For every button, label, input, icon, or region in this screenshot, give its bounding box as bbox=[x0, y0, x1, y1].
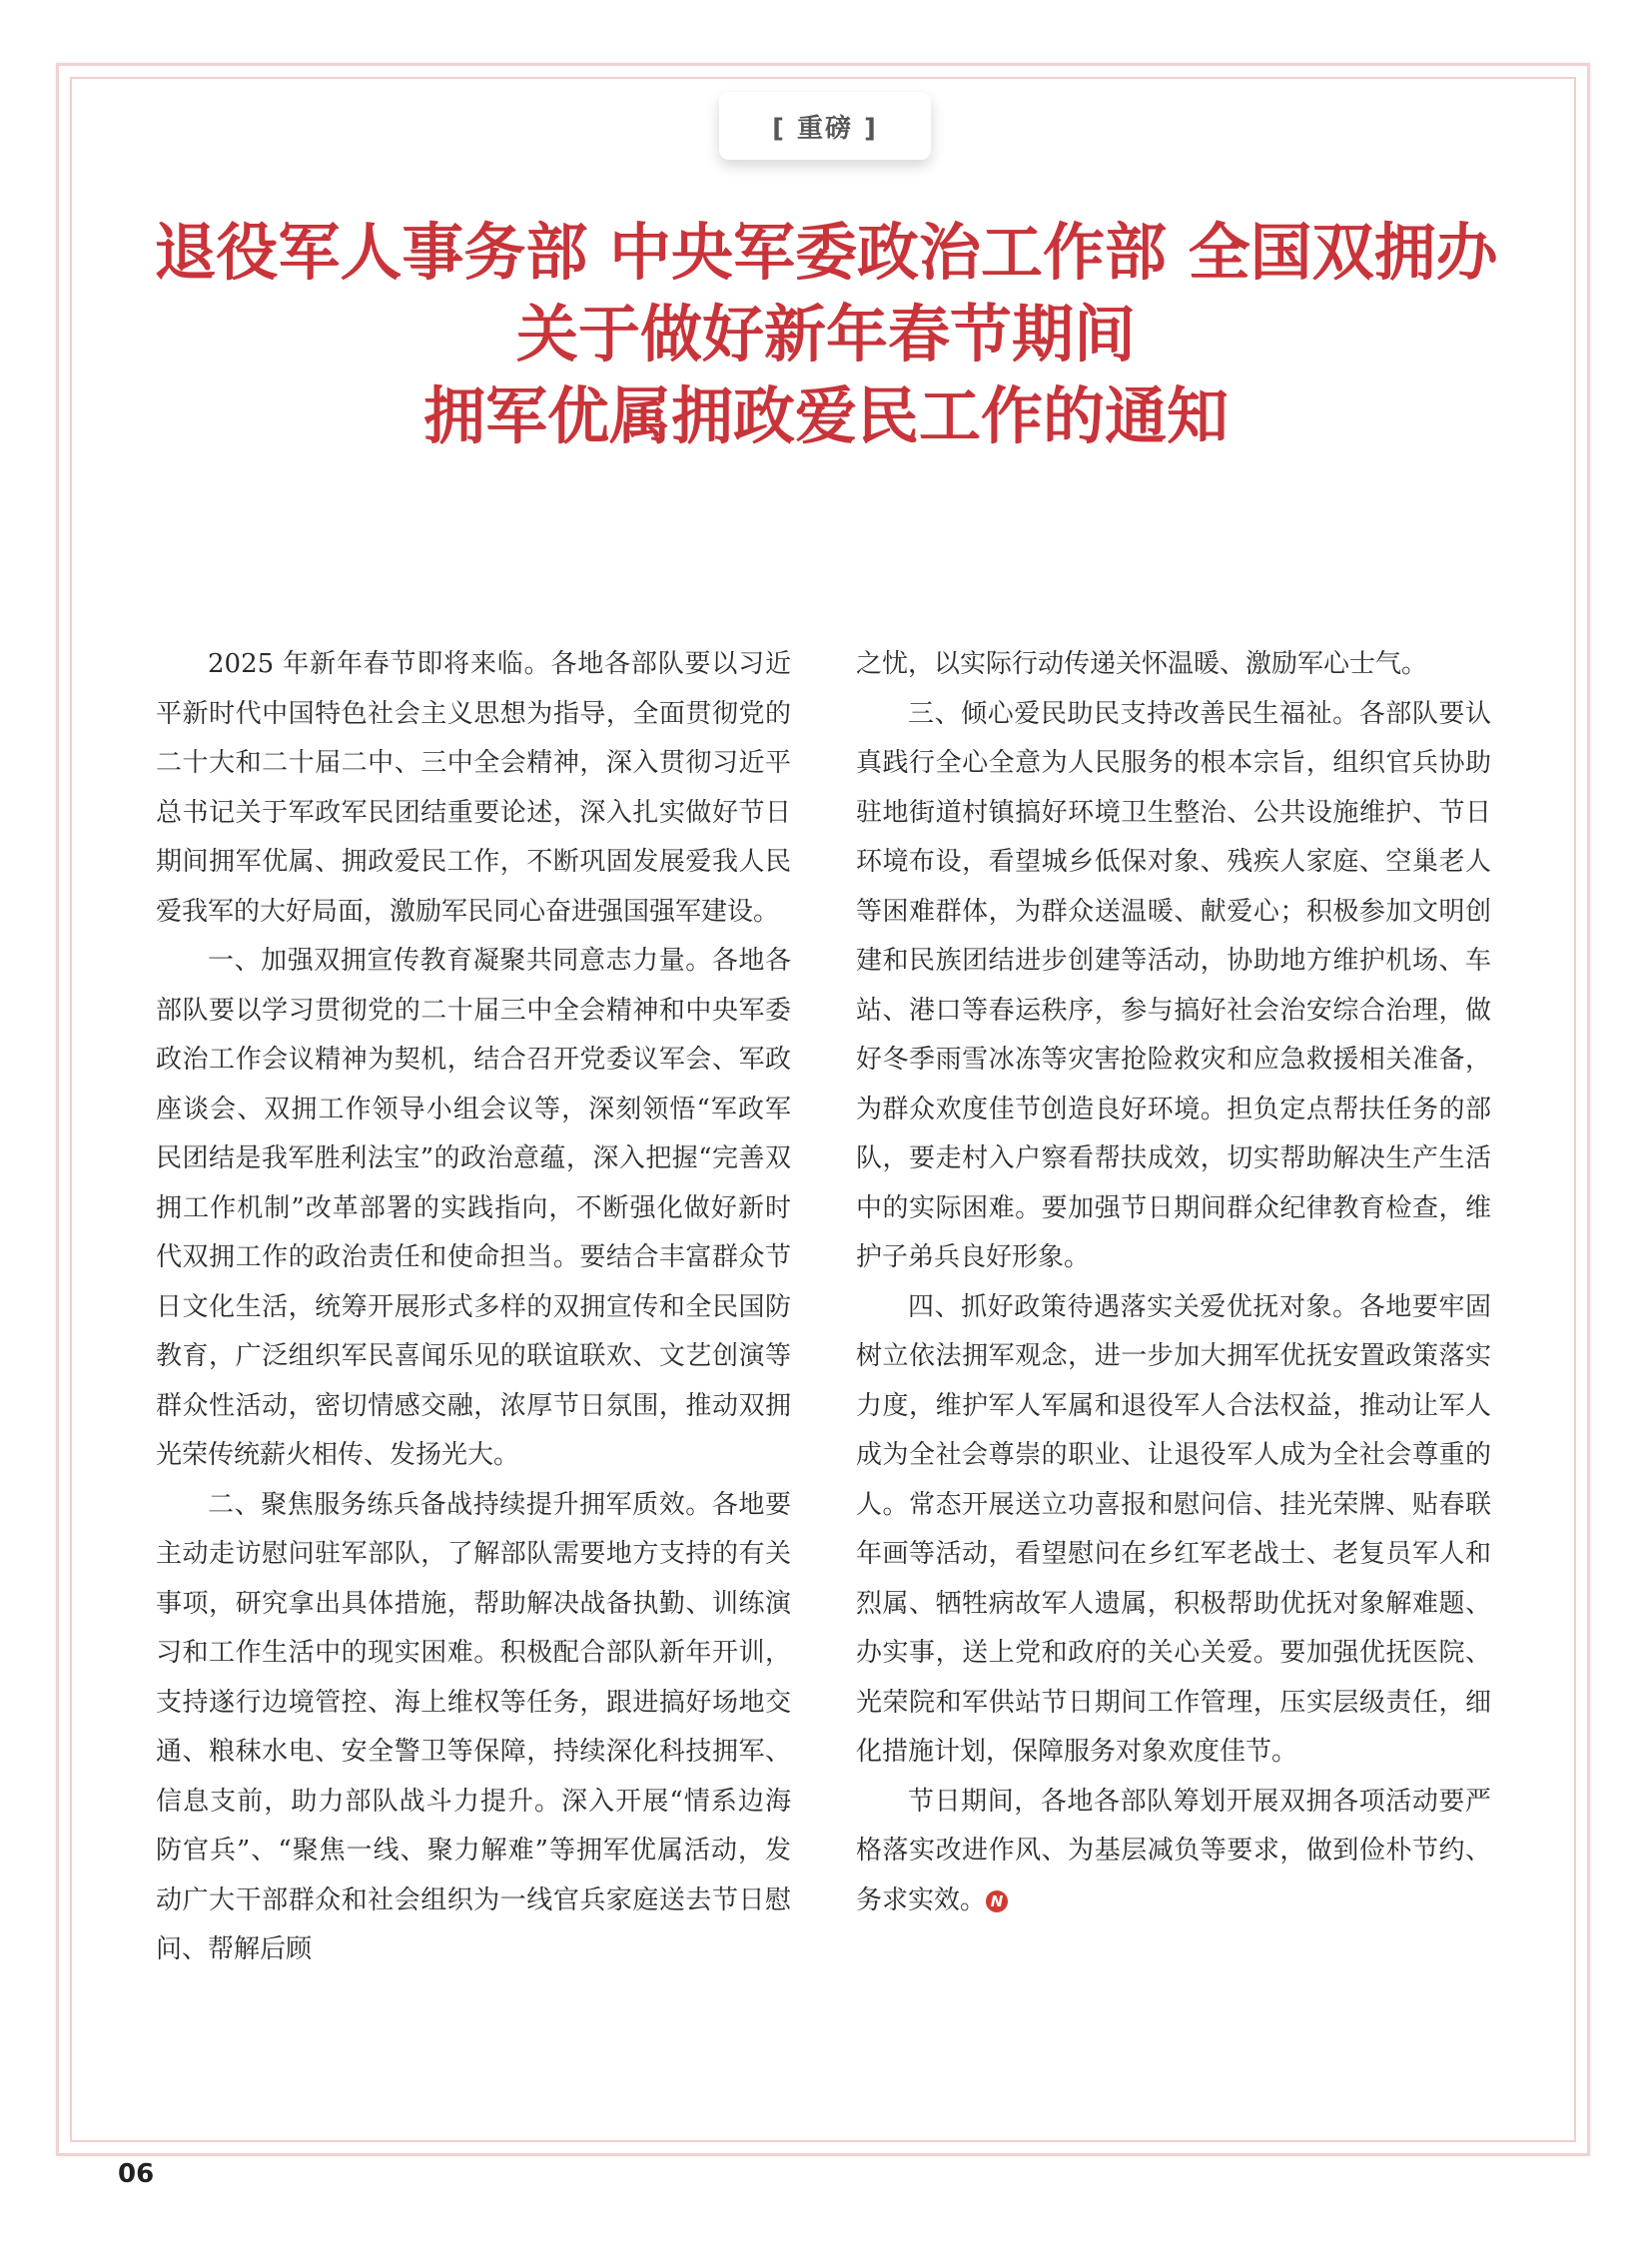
title-line-2: 关于做好新年春节期间 bbox=[515, 298, 1136, 371]
article-title bbox=[80, 212, 1572, 457]
paragraph-intro: 2025 年新年春节即将来临。各地各部队要以习近平新时代中国特色社会主义思想为指导，全面贯彻党的二十大和二十届二中、三中全会精神，深入贯彻习近平总书记关于军政军民团结重要论述，深入扎实做好节日期间拥军优属、拥政爱民工作，不断巩固发展爱我人民爱我军的大好局面，激励军民同心奋进强国强军建设。 bbox=[156, 649, 791, 927]
title-line-1: 退役军人事务部 中央军委政治工作部 全国双拥办 bbox=[154, 216, 1498, 289]
paragraph-section-2: 二、聚焦服务练兵备战持续提升拥军质效。各地要主动走访慰问驻军部队，了解部队需要地方支持的有关事项，研究拿出具体措施，帮助解决战备执勤、训练演习和工作生活中的现实困难。积极配合部队新年开训，支持遂行边境管控、海上维权等任务，跟进搞好场地交通、粮秣水电、安全警卫等保障，持续深化科技拥军、信息支前，助力部队战斗力提升。深入开展“情系边海防官兵”、“聚焦一线、聚力解难”等拥军优属活动，发动广大干部群众和社会组织为一线官兵家庭送去节日慰问、帮解后顾 bbox=[156, 1489, 791, 1964]
body-column-left bbox=[156, 640, 791, 1975]
section-tag: [ 重磅 ] bbox=[719, 92, 931, 160]
body-column-right bbox=[856, 640, 1491, 1925]
closing-text: 节日期间，各地各部队筹划开展双拥各项活动要严格落实改进作风、为基层减负等要求，做到俭朴节约、务求实效。 bbox=[856, 1786, 1491, 1915]
end-of-article-icon: N bbox=[986, 1890, 1008, 1912]
paragraph-section-1: 一、加强双拥宣传教育凝聚共同意志力量。各地各部队要以学习贯彻党的二十届三中全会精神和中央军委政治工作会议精神为契机，结合召开党委议军会、军政座谈会、双拥工作领导小组会议等，深刻领悟“军政军民团结是我军胜利法宝”的政治意蕴，深入把握“完善双拥工作机制”改革部署的实践指向，不断强化做好新时代双拥工作的政治责任和使命担当。要结合丰富群众节日文化生活，统筹开展形式多样的双拥宣传和全民国防教育，广泛组织军民喜闻乐见的联谊联欢、文艺创演等群众性活动，密切情感交融，浓厚节日氛围，推动双拥光荣传统薪火相传、发扬光大。 bbox=[156, 946, 791, 1470]
title-line-3: 拥军优属拥政爱民工作的通知 bbox=[422, 379, 1229, 452]
page-number: 06 bbox=[118, 2159, 155, 2189]
paragraph-section-4: 四、抓好政策待遇落实关爱优抚对象。各地要牢固树立依法拥军观念，进一步加大拥军优抚安置政策落实力度，维护军人军属和退役军人合法权益，推动让军人成为全社会尊崇的职业、让退役军人成为全社会尊重的人。常态开展送立功喜报和慰问信、挂光荣牌、贴春联年画等活动，看望慰问在乡红军老战士、老复员军人和烈属、牺牲病故军人遗属，积极帮助优抚对象解难题、办实事，送上党和政府的关心关爱。要加强优抚医院、光荣院和军供站节日期间工作管理，压实层级责任，细化措施计划，保障服务对象欢度佳节。 bbox=[856, 1291, 1491, 1767]
paragraph-section-2-continued: 之忧，以实际行动传递关怀温暖、激励军心士气。 bbox=[856, 649, 1428, 679]
paragraph-closing bbox=[856, 1778, 1491, 1926]
paragraph-section-3: 三、倾心爱民助民支持改善民生福祉。各部队要认真践行全心全意为人民服务的根本宗旨，组织官兵协助驻地街道村镇搞好环境卫生整治、公共设施维护、节日环境布设，看望城乡低保对象、残疾人家庭、空巢老人等困难群体，为群众送温暖、献爱心；积极参加文明创建和民族团结进步创建等活动，协助地方维护机场、车站、港口等春运秩序，参与搞好社会治安综合治理，做好冬季雨雪冰冻等灾害抢险救灾和应急救援相关准备，为群众欢度佳节创造良好环境。担负定点帮扶任务的部队，要走村入户察看帮扶成效，切实帮助解决生产生活中的实际困难。要加强节日期间群众纪律教育检查，维护子弟兵良好形象。 bbox=[856, 698, 1491, 1272]
